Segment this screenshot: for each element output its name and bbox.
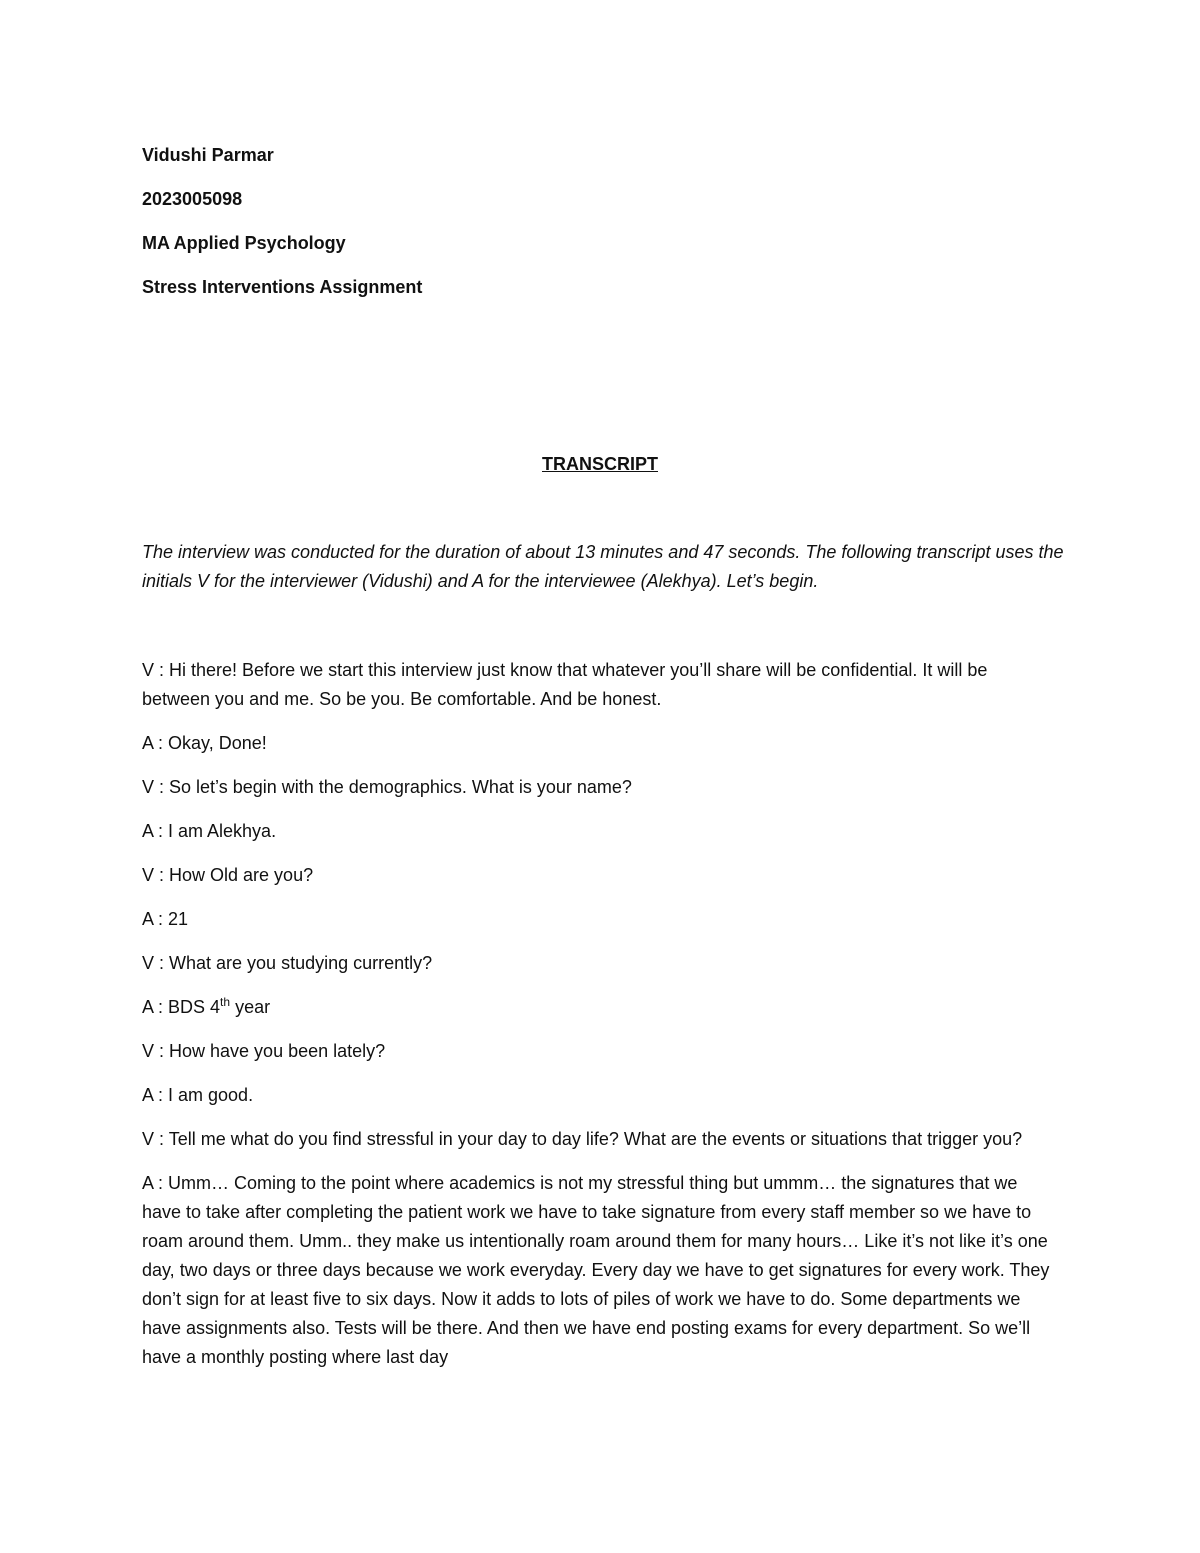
speaker-label: A :: [142, 909, 169, 929]
dialogue-turn: [142, 817, 1060, 846]
turn-text: How Old are you?: [169, 865, 314, 885]
speaker-label: V :: [142, 660, 170, 680]
turn-text: How have you been lately?: [169, 1041, 386, 1061]
student-id: 2023005098: [142, 189, 243, 209]
dialogue-turn: [142, 1169, 1060, 1372]
dialogue-turn: [142, 1037, 1060, 1066]
intro-paragraph: The interview was conducted for the duration of about 13 minutes and 47 seconds. The following transcript uses the initials V for the interviewer (Vidushi) and A for the interviewee (Alekhya). Let’s begin.: [142, 542, 1064, 591]
dialogue-turn: [142, 905, 1060, 934]
document-header: [142, 143, 1042, 319]
turn-text: What are you studying currently?: [169, 953, 433, 973]
speaker-label: V :: [142, 953, 170, 973]
dialogue-turn: [142, 949, 1060, 978]
dialogue-turn: [142, 773, 1060, 802]
speaker-label: V :: [142, 865, 170, 885]
turn-text: I am Alekhya.: [168, 821, 277, 841]
turn-text-after: year: [230, 997, 271, 1017]
document-title: TRANSCRIPT: [542, 454, 658, 474]
speaker-label: A :: [142, 1085, 169, 1105]
speaker-label: A :: [142, 821, 169, 841]
turn-text: Hi there! Before we start this interview just know that whatever you’ll share will be confidential. It will be between you and me. So be you. Be comfortable. And be honest.: [142, 660, 988, 709]
turn-text: I am good.: [168, 1085, 254, 1105]
speaker-label: A :: [142, 1173, 169, 1193]
dialogue-turn: [142, 656, 1060, 714]
program-name: MA Applied Psychology: [142, 233, 346, 253]
speaker-label: A :: [142, 733, 169, 753]
dialogue-turn: [142, 729, 1060, 758]
turn-text: Tell me what do you find stressful in your day to day life? What are the events or situations that trigger you?: [168, 1129, 1023, 1149]
dialogue-turn: [142, 993, 1060, 1022]
speaker-label: A :: [142, 997, 169, 1017]
turn-text: BDS 4: [168, 997, 221, 1017]
dialogue-turn: [142, 1125, 1060, 1154]
turn-text: 21: [168, 909, 189, 929]
turn-text: So let’s begin with the demographics. What is your name?: [169, 777, 632, 797]
student-name: Vidushi Parmar: [142, 145, 274, 165]
dialogue-turn: [142, 861, 1060, 890]
turn-text: Okay, Done!: [168, 733, 267, 753]
dialogue-turn: [142, 1081, 1060, 1110]
assignment-title: Stress Interventions Assignment: [142, 277, 423, 297]
dialogue: [142, 656, 1060, 1387]
speaker-label: V :: [142, 1041, 170, 1061]
speaker-label: V :: [142, 777, 170, 797]
turn-text: Umm… Coming to the point where academics is not my stressful thing but ummm… the signatures that we have to take after completing the patient work we have to take signature from every staff member so we have to roam around them. Umm.. they make us intentionally roam around them for many hours… Like it’s not like it’s one day, two days or three days because we work everyday. Every day we have to get signatures for every work. They don’t sign for at least five to six days. Now it adds to lots of piles of work we have to do. Some departments we have assignments also. Tests will be there. And then we have end posting exams for every department. So we’ll have a monthly posting where last day: [142, 1173, 1050, 1367]
ordinal-superscript: th: [220, 995, 231, 1009]
speaker-label: V :: [142, 1129, 169, 1149]
